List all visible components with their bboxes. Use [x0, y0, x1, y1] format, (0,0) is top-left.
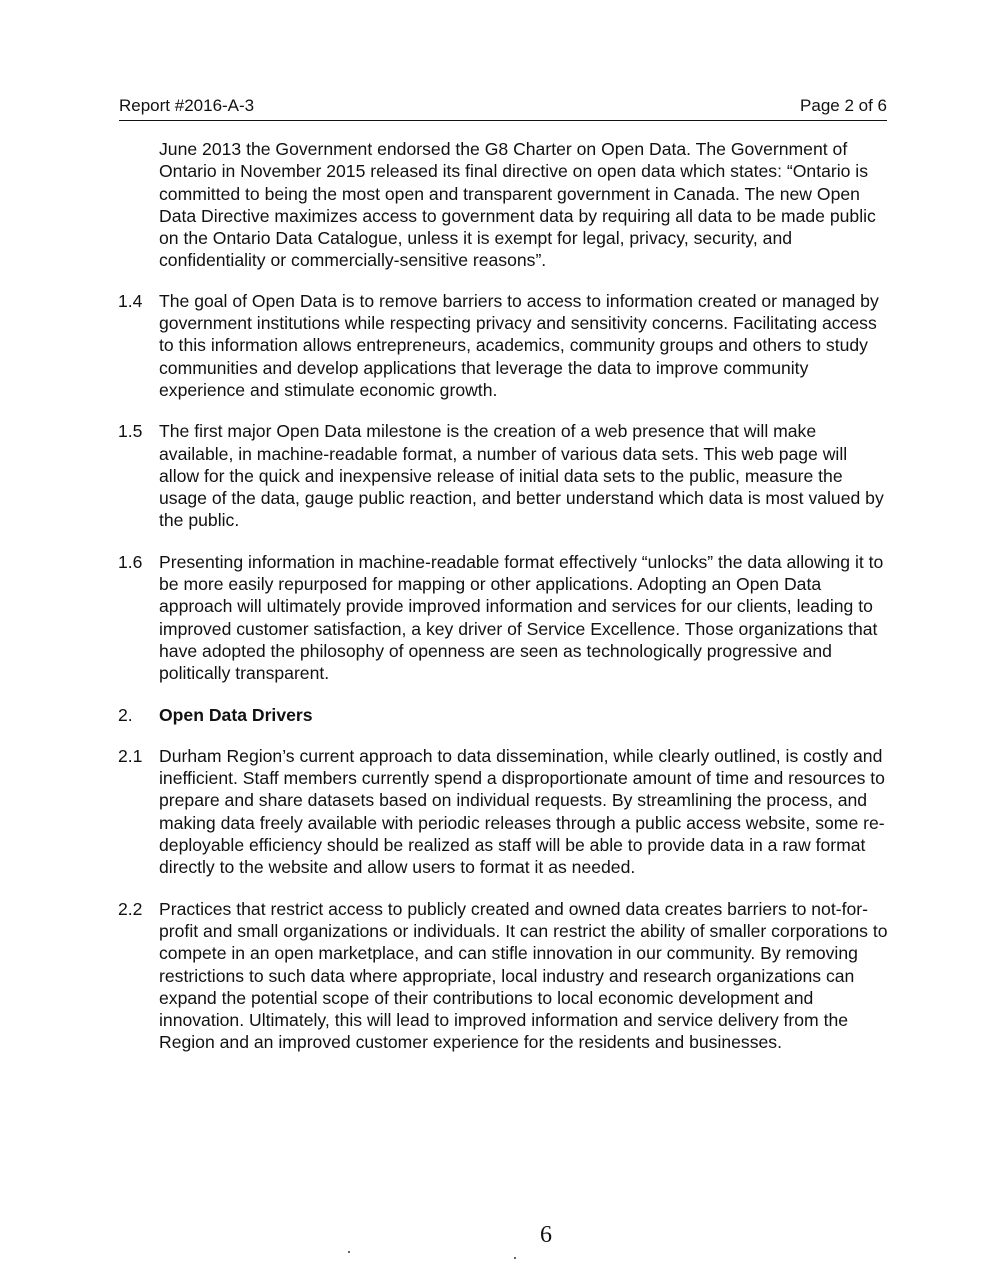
scan-speck	[514, 1257, 516, 1259]
paragraph-2-1	[118, 745, 890, 879]
page-header	[119, 96, 887, 121]
paragraph-2-2	[118, 898, 890, 1054]
paragraph-text: Durham Region’s current approach to data dissemination, while clearly outlined, is costly and inefficient. Staff members currently spend a disproportionate amount of time and resources to prepare and share datasets based on individual requests. By streamlining the process, and making data freely available with periodic releases through a public access website, some re-deployable efficiency should be realized as staff will be able to provide data in a raw format directly to the website and allow users to format it as needed.	[159, 745, 885, 878]
paragraph-number: 1.6	[118, 551, 143, 572]
paragraph-1-5	[118, 420, 890, 531]
paragraph-text: Presenting information in machine-readable format effectively “unlocks” the data allowing it to be more easily repurposed for mapping or other applications. Adopting an Open Data approach will ultimately provide improved information and services for our clients, leading to improved customer satisfaction, a key driver of Service Excellence. Those organizations that have adopted the philosophy of openness are seen as technologically progressive and politically transparent.	[159, 551, 884, 684]
paragraph-continued	[118, 138, 890, 272]
paragraph-1-6	[118, 551, 890, 685]
paragraph-number: 1.5	[118, 421, 143, 442]
section-title: Open Data Drivers	[159, 704, 313, 725]
document-body	[118, 138, 890, 1073]
paragraph-text: The goal of Open Data is to remove barriers to access to information created or managed by government institutions while respecting privacy and sensitivity concerns. Facilitating access to this information allows entrepreneurs, academics, community groups and others to study communities and develop applications that leverage the data to improve community experience and stimulate economic growth.	[159, 290, 879, 400]
section-number: 2.	[118, 704, 133, 725]
report-id: Report #2016-A-3	[119, 96, 255, 115]
page-label: Page 2 of 6	[800, 96, 887, 115]
paragraph-text: June 2013 the Government endorsed the G8 Charter on Open Data. The Government of Ontario in November 2015 released its final directive on open data which states: “Ontario is committed to being the most open and transparent government in Canada. The new Open Data Directive maximizes access to government data by requiring all data to be made public on the Ontario Data Catalogue, unless it is exempt for legal, privacy, security, and confidentiality or commercially-sensitive reasons”.	[159, 139, 876, 271]
scan-speck	[348, 1251, 350, 1253]
handwritten-page-number: 6	[540, 1222, 552, 1248]
section-heading-2	[118, 704, 890, 726]
paragraph-text: Practices that restrict access to publicly created and owned data creates barriers to not-for-profit and small organizations or individuals. It can restrict the ability of smaller corporations to compete in an open marketplace, and can stifle innovation in our community. By removing restrictions to such data where appropriate, local industry and research organizations can expand the potential scope of their contributions to local economic development and innovation. Ultimately, this will lead to improved information and service delivery from the Region and an improved customer experience for the residents and businesses.	[159, 898, 888, 1053]
paragraph-1-4	[118, 290, 890, 401]
paragraph-number: 2.2	[118, 898, 143, 919]
paragraph-text: The first major Open Data milestone is the creation of a web presence that will make available, in machine-readable format, a number of various data sets. This web page will allow for the quick and inexpensive release of initial data sets to the public, measure the usage of the data, gauge public reaction, and better understand which data is most valued by the public.	[159, 421, 884, 531]
paragraph-number: 1.4	[118, 290, 143, 311]
paragraph-number: 2.1	[118, 745, 143, 766]
